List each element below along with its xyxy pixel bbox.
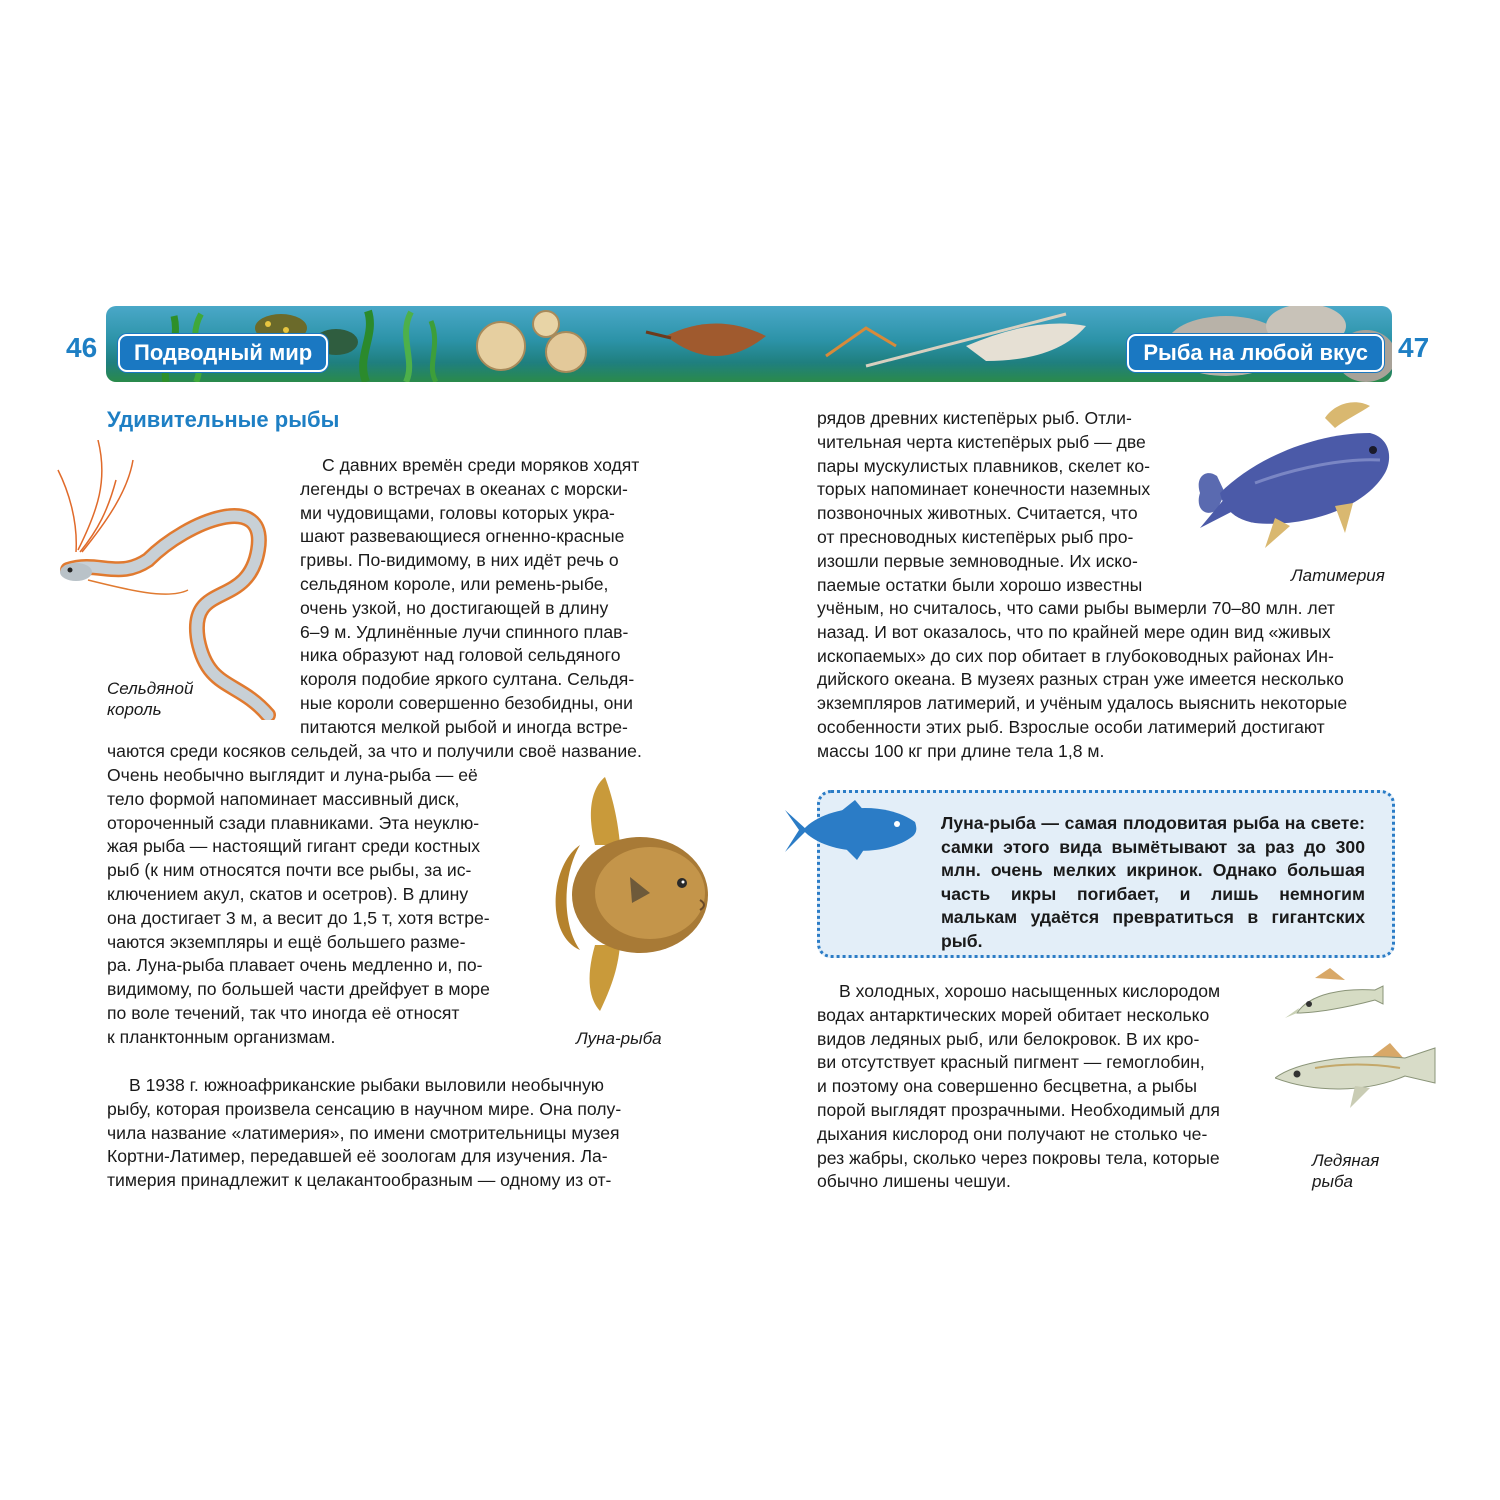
text-line: короля подобие яркого султана. Сельдя- bbox=[300, 669, 635, 690]
text-line: видов ледяных рыб, или белокровок. В их кро- bbox=[817, 1028, 1200, 1049]
text-line: от пресноводных кистепёрых рыб про- bbox=[817, 526, 1134, 547]
caption-line: Сельдяной bbox=[107, 679, 194, 698]
coelacanth-illustration bbox=[1195, 398, 1395, 558]
icefish-illustration bbox=[1275, 968, 1445, 1118]
caption-line: король bbox=[107, 700, 162, 719]
text-block-coelacanth-full bbox=[817, 597, 1392, 764]
text-line: ра. Луна-рыба плавает очень медленно и, по- bbox=[107, 955, 483, 976]
caption-herring-king bbox=[107, 678, 193, 720]
callout-text: Луна-рыба — самая плодовитая рыба на свете: самки этого вида вымётывают за раз до 300 млн. очень мелких икринок. Однако большая часть икры погибает, и лишь немногим малькам удаётся превратиться в гигантских рыб. bbox=[941, 813, 1365, 951]
text-line: экземпляров латимерий, и учёным удалось выяснить некоторые bbox=[817, 693, 1348, 714]
text-line: рыб (к ним относятся почти все рыбы, за ис- bbox=[107, 860, 472, 881]
text-line: массы 100 кг при длине тела 1,8 м. bbox=[817, 740, 1105, 761]
text-line: чаются экземпляры и ещё большего разме- bbox=[107, 931, 466, 952]
text-line: Кортни-Латимер, передавшей её зоологам для изучения. Ла- bbox=[107, 1146, 608, 1167]
text-line: гривы. По-видимому, в них идёт речь о bbox=[300, 550, 619, 571]
text-line: В 1938 г. южноафриканские рыбаки выловили необычную bbox=[129, 1075, 604, 1095]
text-line: сельдяном короле, или ремень-рыбе, bbox=[300, 573, 609, 594]
text-line: и поэтому она совершенно бесцветна, а рыбы bbox=[817, 1076, 1197, 1097]
text-line: учёным, но считалось, что сами рыбы вымерли 70–80 млн. лет bbox=[817, 598, 1335, 618]
text-line: дийского океана. В музеях разных стран уже имеется несколько bbox=[817, 669, 1344, 690]
text-line: очень узкой, но достигающей в длину bbox=[300, 597, 609, 618]
caption-icefish bbox=[1312, 1150, 1379, 1192]
caption-line: Ледяная bbox=[1312, 1151, 1380, 1170]
text-line: питаются мелкой рыбой и иногда встре- bbox=[300, 716, 628, 737]
text-line: пары мускулистых плавников, скелет ко- bbox=[817, 455, 1151, 476]
text-line: отороченный сзади плавниками. Эта неуклю- bbox=[107, 812, 480, 833]
page-heading: Удивительные рыбы bbox=[107, 407, 340, 432]
text-line: ника образуют над головой сельдяного bbox=[300, 645, 621, 666]
text-line: изошли первые земноводные. Их иско- bbox=[817, 550, 1138, 571]
section-label-left: Подводный мир bbox=[118, 334, 328, 372]
text-line: ключением акул, скатов и осетров). В длину bbox=[107, 883, 469, 904]
caption-sunfish: Луна-рыба bbox=[576, 1029, 662, 1048]
text-line: рядов древних кистепёрых рыб. Отли- bbox=[817, 408, 1132, 428]
text-line: чительная черта кистепёрых рыб — две bbox=[817, 431, 1146, 452]
text-line: ми чудовищами, головы которых укра- bbox=[300, 502, 615, 523]
text-line: тимерия принадлежит к целакантообразным — одному из от- bbox=[107, 1170, 612, 1191]
caption-line: рыба bbox=[1312, 1172, 1353, 1191]
text-line: видимому, по большей части дрейфует в море bbox=[107, 979, 490, 1000]
text-line: тело формой напоминает массивный диск, bbox=[107, 788, 460, 809]
text-line: паемые остатки были хорошо известны bbox=[817, 574, 1143, 595]
text-line: ископаемых» до сих пор обитает в глубоководных районах Ин- bbox=[817, 645, 1334, 666]
text-line: дыхания кислород они получают не столько че- bbox=[817, 1123, 1208, 1144]
page-number-left: 46 bbox=[66, 332, 98, 363]
text-line: она достигает 3 м, а весит до 1,5 т, хотя встре- bbox=[107, 907, 490, 928]
text-line: Очень необычно выглядит и луна-рыба — её bbox=[107, 765, 478, 785]
section-label-right: Рыба на любой вкус bbox=[1127, 334, 1384, 372]
caption-coelacanth: Латимерия bbox=[1291, 566, 1385, 585]
text-line: С давних времён среди моряков ходят bbox=[322, 455, 640, 475]
text-line: В холодных, хорошо насыщенных кислородом bbox=[839, 981, 1221, 1001]
text-block-coelacanth-left bbox=[107, 1074, 682, 1193]
text-line: особенности этих рыб. Взрослые особи латимерий достигают bbox=[817, 716, 1325, 737]
text-line: назад. И вот оказалось, что по крайней мере один вид «живых bbox=[817, 621, 1331, 642]
text-line: рыбу, которая произвела сенсацию в научном мире. Она полу- bbox=[107, 1098, 622, 1119]
text-line: позвоночных животных. Считается, что bbox=[817, 503, 1138, 524]
text-line: обычно лишены чешуи. bbox=[817, 1171, 1011, 1192]
fish-icon bbox=[785, 800, 920, 860]
text-line: жая рыба — настоящий гигант среди костных bbox=[107, 836, 481, 857]
text-line-herring-end: чаются среди косяков сельдей, за что и получили своё название. bbox=[107, 741, 642, 761]
text-line: торых напоминает конечности наземных bbox=[817, 479, 1151, 500]
text-block-sunfish bbox=[107, 764, 522, 1050]
text-line: порой выглядят прозрачными. Необходимый для bbox=[817, 1099, 1220, 1120]
text-line: по воле течений, так что иногда её относят bbox=[107, 1002, 460, 1023]
text-line: 6–9 м. Удлинённые лучи спинного плав- bbox=[300, 621, 629, 642]
page-number-right: 47 bbox=[1398, 332, 1430, 363]
text-block-herring bbox=[300, 454, 682, 740]
text-line: шают развевающиеся огненно-красные bbox=[300, 526, 625, 547]
text-line: легенды о встречах в океанах с морски- bbox=[300, 478, 628, 499]
text-line: водах антарктических морей обитает несколько bbox=[817, 1004, 1210, 1025]
text-block-coelacanth-right bbox=[817, 407, 1183, 597]
text-line: чила название «латимерия», по имени смотрительницы музея bbox=[107, 1122, 620, 1143]
text-line: ви отсутствует красный пигмент — гемоглобин, bbox=[817, 1052, 1205, 1073]
text-block-icefish bbox=[817, 980, 1261, 1194]
text-line: рез жабры, сколько через покровы тела, которые bbox=[817, 1147, 1220, 1168]
text-line: ные короли совершенно безобидны, они bbox=[300, 692, 633, 713]
sunfish-illustration bbox=[540, 775, 715, 1015]
text-line: к планктонным организмам. bbox=[107, 1026, 336, 1047]
